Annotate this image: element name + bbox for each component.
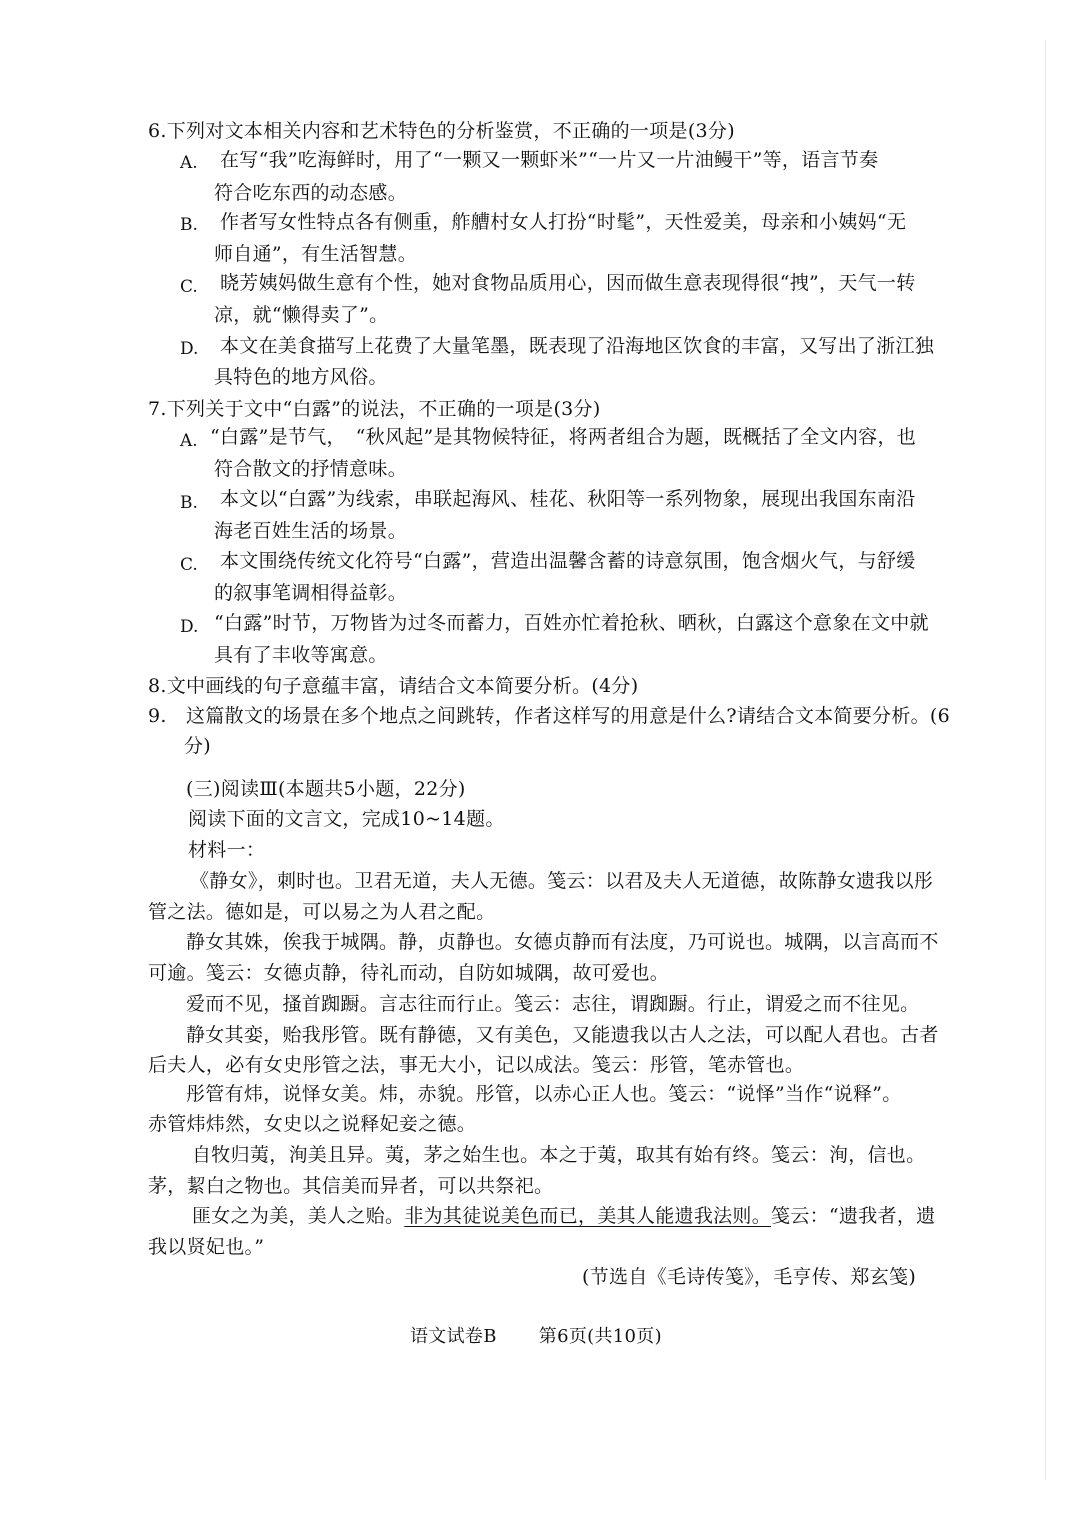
q7-option-a-line1: “白露”是节气， “秋风起”是其物候特征，将两者组合为题，既概括了全文内容，也 — [210, 426, 917, 448]
source-citation: (节选自《毛诗传笺》，毛亨传、郑玄笺) — [582, 1266, 917, 1288]
question-8: 8.文中画线的句子意蕴丰富，请结合文本简要分析。(4分) — [148, 675, 639, 697]
q6-option-c-line2: 凉，就“懒得卖了”。 — [214, 304, 389, 326]
q7-option-d-letter: D. — [180, 617, 199, 637]
q6-option-b-line2: 师自通”，有生活智慧。 — [214, 243, 418, 265]
question-7-stem: 7.下列关于文中“白露”的说法，不正确的一项是(3分) — [148, 398, 601, 420]
paragraph-7-line2: 我以贤妃也。” — [148, 1236, 265, 1258]
paragraph-3-line1: 爱而不见，搔首踟蹰。言志往而行止。笺云：志往，谓踟蹰。行止，谓爱之而不往见。 — [186, 993, 920, 1015]
q6-option-a-line2: 符合吃东西的动态感。 — [214, 182, 408, 204]
q7-option-c-line1: 本文围绕传统文化符号“白露”，营造出温馨含蓄的诗意氛围，饱含烟火气，与舒缓 — [220, 550, 916, 572]
paragraph-7-text-after: 笺云：“遗我者，遗 — [771, 1205, 936, 1227]
footer-paper-name: 语文试卷B — [410, 1326, 497, 1347]
section-heading: (三)阅读Ⅲ(本题共5小题，22分) — [186, 778, 466, 800]
paragraph-7-text-before: 匪女之为美，美人之贻。 — [192, 1205, 405, 1227]
q7-option-b-line1: 本文以“白露”为线索，串联起海风、桂花、秋阳等一系列物象，展现出我国东南沿 — [220, 488, 916, 510]
underlined-sentence: 非为其徒说美色而已，美其人能遗我法则。 — [404, 1205, 772, 1227]
q7-option-c-letter: C. — [180, 555, 198, 575]
q6-option-c-line1: 晓芳姨妈做生意有个性，她对食物品质用心，因而做生意表现得很“拽”，天气一转 — [220, 272, 916, 294]
paragraph-6-line2: 茅，絜白之物也。其信美而异者，可以共祭祀。 — [148, 1175, 554, 1197]
q7-option-a-line2: 符合散文的抒情意味。 — [214, 458, 408, 480]
paragraph-7-line1 — [192, 1203, 935, 1229]
q6-option-d-line1: 本文在美食描写上花费了大量笔墨，既表现了沿海地区饮食的丰富，又写出了浙江独 — [220, 335, 935, 357]
q7-option-b-line2: 海老百姓生活的场景。 — [214, 520, 408, 542]
paragraph-4-line2: 后夫人，必有女史彤管之法，事无大小，记以成法。笺云：彤管，笔赤管也。 — [148, 1054, 805, 1076]
paragraph-6-line1: 自牧归荑，洵美且异。荑，茅之始生也。本之于荑，取其有始有终。笺云：洵，信也。 — [192, 1144, 926, 1166]
paragraph-2-line2: 可逾。笺云：女德贞静，待礼而动，自防如城隅，故可爱也。 — [148, 962, 670, 984]
material-label: 材料一： — [188, 839, 266, 861]
page-footer — [410, 1324, 662, 1350]
q7-option-a-letter: A. — [180, 431, 198, 451]
q7-option-d-line2: 具有了丰收等寓意。 — [214, 644, 388, 666]
paragraph-5-line1: 彤管有炜，说怿女美。炜，赤貌。彤管，以赤心正人也。笺云：“说怿”当作“说释”。 — [186, 1083, 902, 1105]
scan-edge-line — [1045, 40, 1046, 1480]
paragraph-1-line2: 管之法。德如是，可以易之为人君之配。 — [148, 901, 496, 923]
q6-option-a-letter: A. — [180, 153, 198, 173]
q7-option-b-letter: B. — [180, 493, 198, 513]
question-9-line2: 分) — [184, 735, 212, 757]
q7-option-c-line2: 的叙事笔调相得益彰。 — [214, 582, 408, 604]
footer-page-number: 第6页(共10页) — [538, 1326, 662, 1347]
question-6-stem: 6.下列对文本相关内容和艺术特色的分析鉴赏，不正确的一项是(3分) — [148, 120, 735, 142]
q6-option-c-letter: C. — [180, 277, 198, 297]
q6-option-d-letter: D. — [180, 339, 199, 359]
question-9-line1: 9. 这篇散文的场景在多个地点之间跳转，作者这样写的用意是什么?请结合文本简要分析。(6 — [148, 705, 951, 727]
q6-option-d-line2: 具特色的地方风俗。 — [214, 366, 388, 388]
q6-option-b-line1: 作者写女性特点各有侧重，舴艚村女人打扮“时髦”，天性爱美，母亲和小姨妈“无 — [220, 211, 907, 233]
q6-option-a-line1: 在写“我”吃海鲜时，用了“一颗又一颗虾米”“一片又一片油鳗干”等，语言节奏 — [220, 149, 879, 171]
q7-option-d-line1: “白露”时节，万物皆为过冬而蓄力，百姓亦忙着抢秋、晒秋，白露这个意象在文中就 — [214, 612, 929, 634]
paragraph-4-line1: 静女其娈，贻我彤管。既有静德，又有美色，又能遗我以古人之法，可以配人君也。古者 — [186, 1024, 939, 1046]
paragraph-1-line1: 《静女》，刺时也。卫君无道，夫人无德。笺云：以君及夫人无道德，故陈静女遗我以彤 — [190, 870, 934, 892]
section-instruction: 阅读下面的文言文，完成10~14题。 — [188, 808, 505, 830]
q6-option-b-letter: B. — [180, 215, 198, 235]
paragraph-2-line1: 静女其姝，俟我于城隅。静，贞静也。女德贞静而有法度，乃可说也。城隅，以言高而不 — [186, 931, 939, 953]
paragraph-5-line2: 赤管炜炜然，女史以之说释妃妾之德。 — [148, 1113, 477, 1135]
